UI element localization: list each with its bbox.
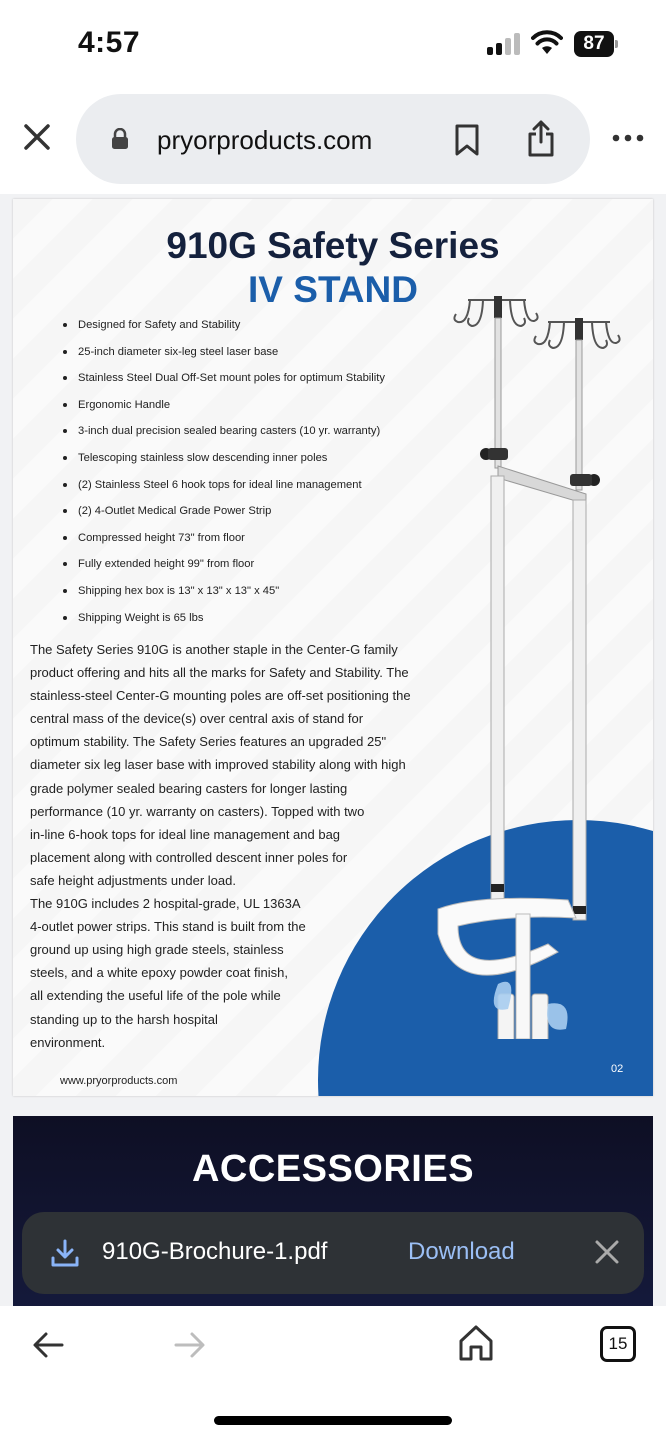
download-banner: [22, 1212, 644, 1294]
feature-item: Designed for Safety and Stability: [61, 316, 431, 343]
battery-icon: [574, 31, 618, 57]
bookmark-icon[interactable]: [454, 124, 480, 156]
feature-item: Shipping hex box is 13" x 13" x 13" x 45": [61, 582, 431, 609]
home-indicator: [214, 1416, 452, 1425]
feature-item: Telescoping stainless slow descending inner poles: [61, 449, 431, 476]
document-title: 910G Safety Series: [166, 225, 500, 266]
battery-level: 87: [574, 31, 614, 57]
status-bar: [0, 0, 666, 90]
download-button[interactable]: Download: [408, 1238, 515, 1265]
close-icon[interactable]: [594, 1239, 620, 1265]
home-icon[interactable]: [458, 1324, 494, 1362]
close-icon[interactable]: [22, 122, 52, 152]
cellular-signal-icon: [487, 33, 521, 55]
address-bar[interactable]: [76, 94, 590, 184]
address-bar-row: [0, 90, 666, 194]
feature-item: (2) 4-Outlet Medical Grade Power Strip: [61, 502, 431, 529]
lock-icon: [111, 128, 129, 150]
accessories-heading: ACCESSORIES: [191, 1148, 475, 1190]
forward-icon[interactable]: [174, 1330, 206, 1360]
back-icon[interactable]: [32, 1330, 64, 1360]
more-icon[interactable]: [612, 134, 644, 142]
wifi-icon: [531, 30, 563, 56]
share-icon[interactable]: [526, 120, 556, 158]
feature-item: Compressed height 73" from floor: [61, 529, 431, 556]
tabs-icon[interactable]: 15: [600, 1326, 636, 1362]
download-icon: [50, 1238, 80, 1268]
feature-item: Fully extended height 99" from floor: [61, 555, 431, 582]
document-subtitle: IV STAND: [248, 269, 418, 310]
feature-item: 3-inch dual precision sealed bearing casters (10 yr. warranty): [61, 422, 431, 449]
feature-item: Stainless Steel Dual Off-Set mount poles for optimum Stability: [61, 369, 431, 396]
download-filename: 910G-Brochure-1.pdf: [102, 1238, 328, 1265]
brochure-page: [13, 199, 653, 1096]
feature-list: [61, 316, 431, 635]
bottom-toolbar: [0, 1306, 666, 1440]
footer-url: www.pryorproducts.com: [60, 1075, 178, 1087]
feature-item: Ergonomic Handle: [61, 396, 431, 423]
feature-item: 25-inch diameter six-leg steel laser base: [61, 343, 431, 370]
url-text[interactable]: pryorproducts.com: [157, 125, 373, 155]
status-time: 4:57: [78, 26, 141, 59]
page-number: 02: [611, 1063, 624, 1075]
feature-item: Shipping Weight is 65 lbs: [61, 609, 431, 636]
feature-item: (2) Stainless Steel 6 hook tops for ideal line management: [61, 476, 431, 503]
pdf-viewer[interactable]: [0, 194, 666, 1306]
product-description: [30, 638, 450, 1054]
description-text: The Safety Series 910G is another staple in the Center-G family product offering and hits all the marks for Safety and Stability. The stainless-steel Center-G mounting poles are off-set positioning the central mass of the device(s) over central axis of stand for optimum stability. The Safety Series features an upgraded 25" diameter six leg laser base with improved stability along with high grade polymer sealed bearing casters for longer lasting performance (10 yr. warranty on casters). Topped with two in-line 6-hook tops for ideal line management and bag placement along with controlled descent inner poles for safe height adjustments under load. The 910G includes 2 hospital-grade, UL 1363A 4-outlet power strips. This stand is built from the ground up using high grade steels, stainless steels, and a white epoxy powder coat finish, all extending the useful life of the pole while standing up to the harsh hospital environment.: [30, 642, 411, 1050]
